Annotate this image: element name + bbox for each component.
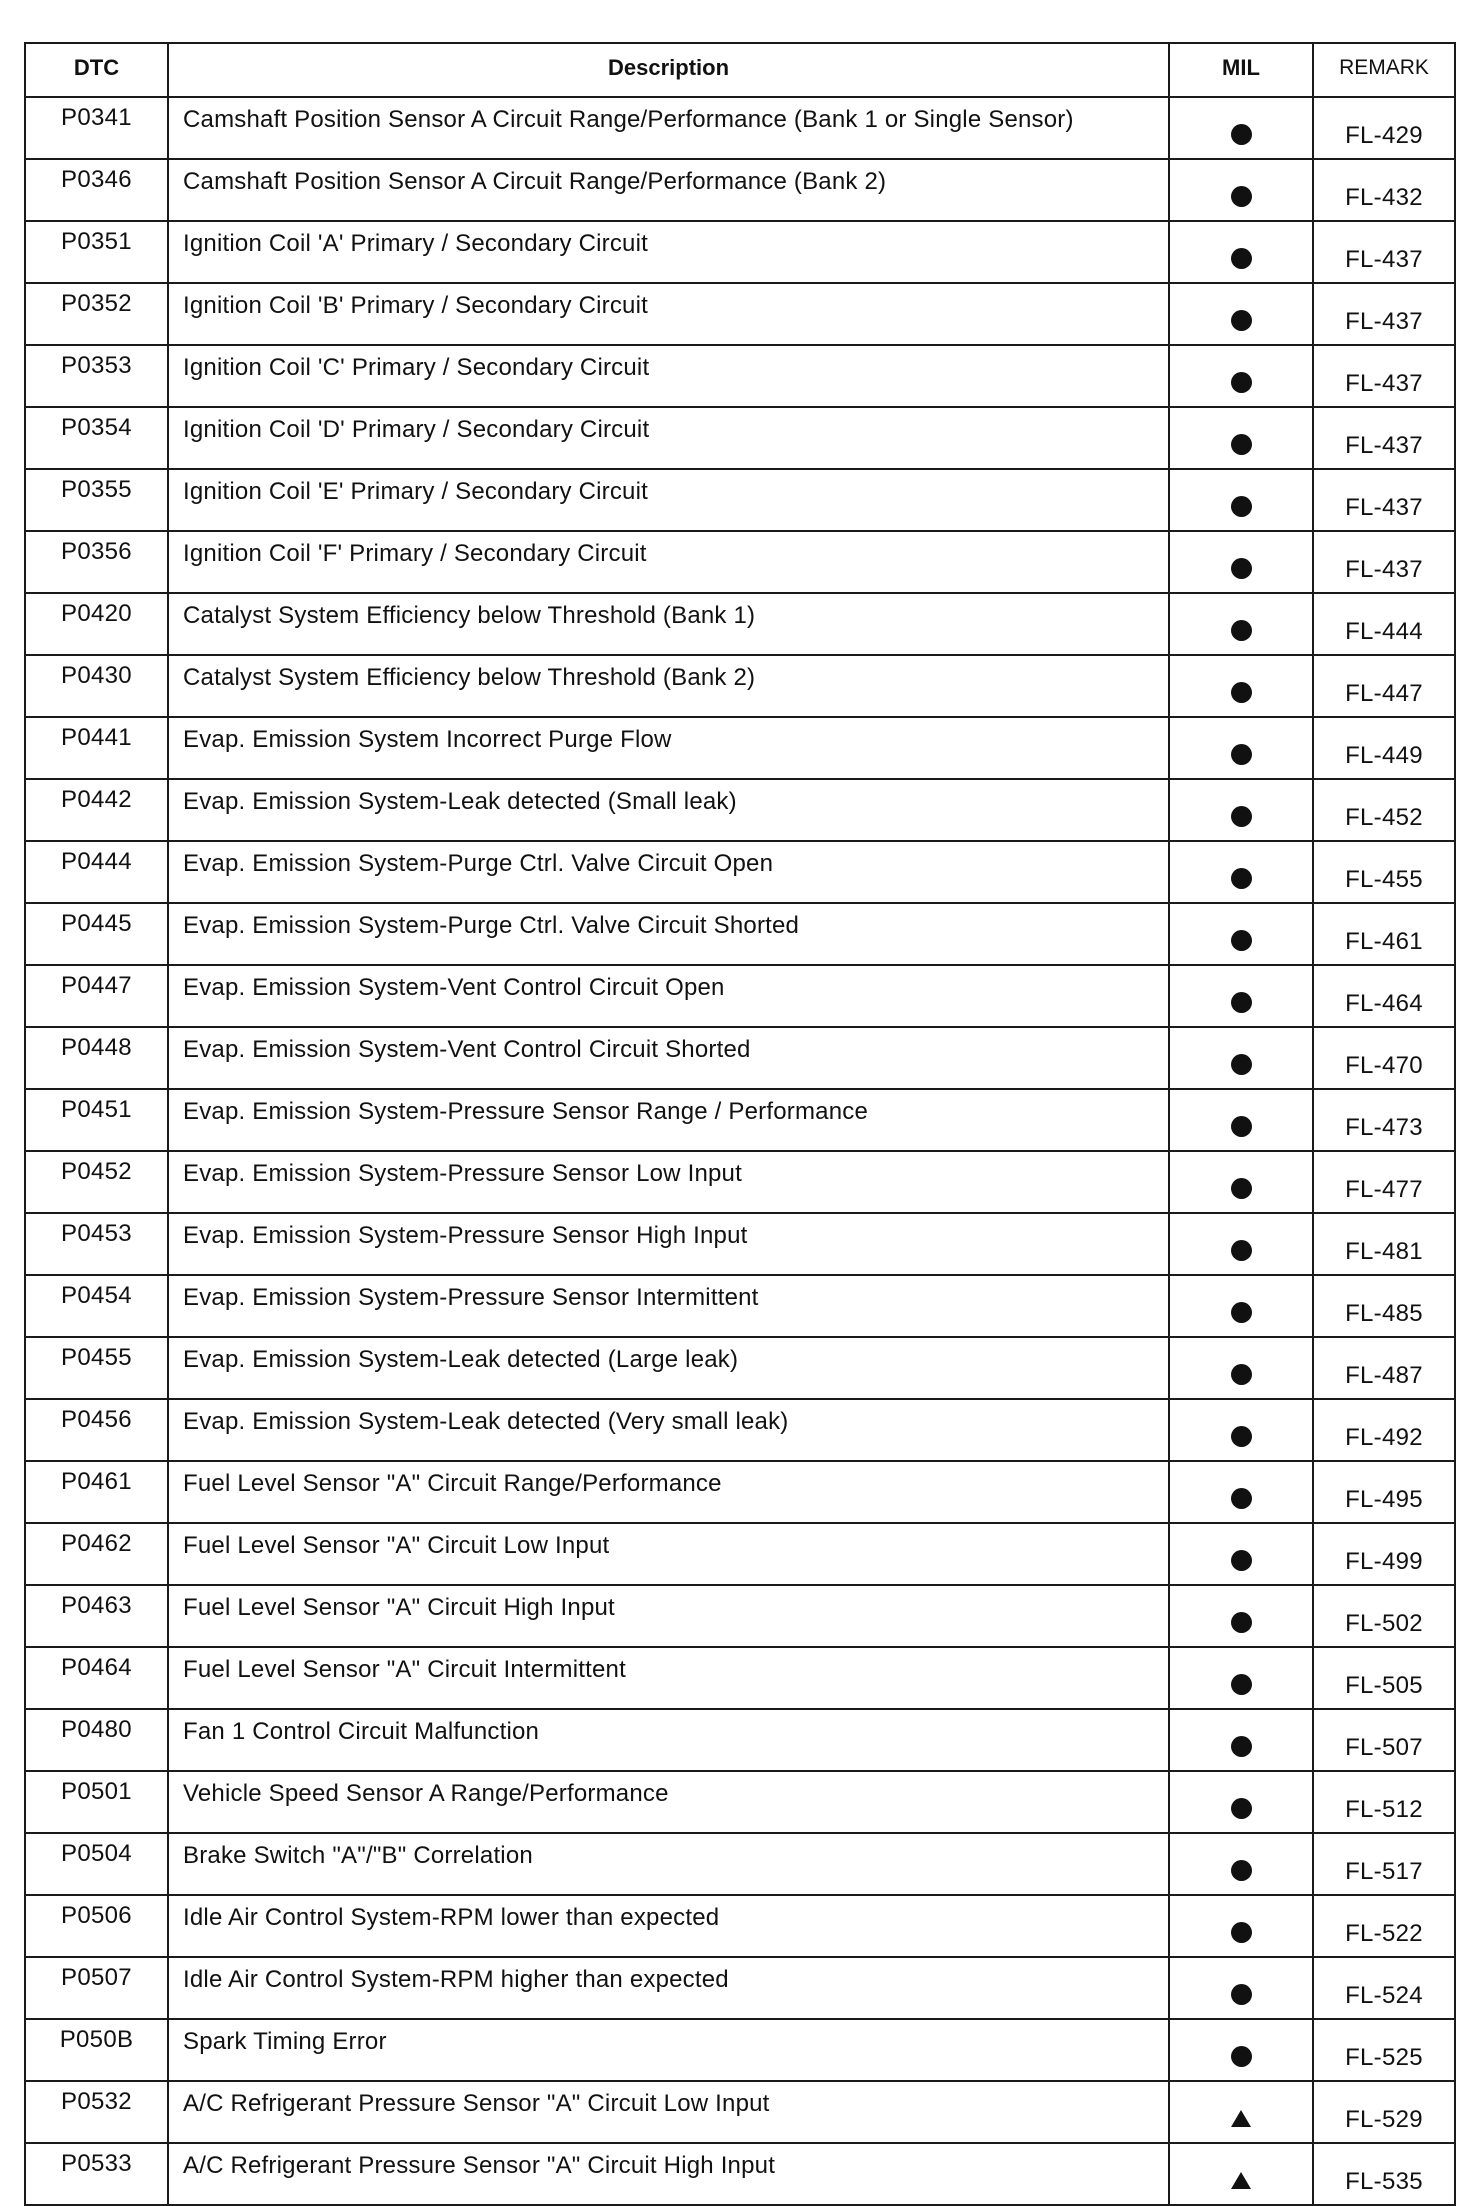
header-description: Description — [168, 43, 1169, 97]
filled-circle-icon — [1231, 1426, 1252, 1447]
remark-reference: FL-517 — [1313, 1833, 1455, 1895]
dtc-description: Brake Switch "A"/"B" Correlation — [168, 1833, 1169, 1895]
dtc-code: P0532 — [25, 2081, 168, 2143]
mil-cell — [1169, 655, 1313, 717]
dtc-code: P0447 — [25, 965, 168, 1027]
filled-circle-icon — [1231, 248, 1252, 269]
dtc-description: Idle Air Control System-RPM lower than expected — [168, 1895, 1169, 1957]
filled-circle-icon — [1231, 1922, 1252, 1943]
dtc-code: P0352 — [25, 283, 168, 345]
mil-cell — [1169, 1647, 1313, 1709]
filled-circle-icon — [1231, 868, 1252, 889]
dtc-description: Fuel Level Sensor "A" Circuit Range/Performance — [168, 1461, 1169, 1523]
remark-reference: FL-529 — [1313, 2081, 1455, 2143]
remark-reference: FL-522 — [1313, 1895, 1455, 1957]
dtc-description: Ignition Coil 'D' Primary / Secondary Circuit — [168, 407, 1169, 469]
filled-circle-icon — [1231, 992, 1252, 1013]
dtc-description: Evap. Emission System-Purge Ctrl. Valve Circuit Open — [168, 841, 1169, 903]
mil-cell — [1169, 1523, 1313, 1585]
table-row — [25, 965, 1455, 1027]
filled-circle-icon — [1231, 1612, 1252, 1633]
dtc-code: P0455 — [25, 1337, 168, 1399]
dtc-description: Evap. Emission System-Pressure Sensor Range / Performance — [168, 1089, 1169, 1151]
remark-reference: FL-444 — [1313, 593, 1455, 655]
dtc-description: Ignition Coil 'E' Primary / Secondary Circuit — [168, 469, 1169, 531]
dtc-code: P0507 — [25, 1957, 168, 2019]
filled-circle-icon — [1231, 310, 1252, 331]
remark-reference: FL-485 — [1313, 1275, 1455, 1337]
mil-cell — [1169, 283, 1313, 345]
dtc-code: P0452 — [25, 1151, 168, 1213]
table-row — [25, 1523, 1455, 1585]
remark-reference: FL-437 — [1313, 407, 1455, 469]
dtc-description: Evap. Emission System-Leak detected (Very small leak) — [168, 1399, 1169, 1461]
dtc-code: P0463 — [25, 1585, 168, 1647]
mil-cell — [1169, 2019, 1313, 2081]
mil-cell — [1169, 1337, 1313, 1399]
dtc-table — [24, 42, 1456, 2206]
dtc-code: P0504 — [25, 1833, 168, 1895]
remark-reference: FL-487 — [1313, 1337, 1455, 1399]
table-row — [25, 841, 1455, 903]
table-row — [25, 1895, 1455, 1957]
dtc-description: Evap. Emission System-Pressure Sensor Low Input — [168, 1151, 1169, 1213]
dtc-code: P0430 — [25, 655, 168, 717]
remark-reference: FL-481 — [1313, 1213, 1455, 1275]
table-row — [25, 1833, 1455, 1895]
table-row — [25, 97, 1455, 159]
table-body — [25, 97, 1455, 2205]
dtc-description: A/C Refrigerant Pressure Sensor "A" Circuit Low Input — [168, 2081, 1169, 2143]
dtc-code: P0356 — [25, 531, 168, 593]
filled-circle-icon — [1231, 1178, 1252, 1199]
mil-cell — [1169, 1461, 1313, 1523]
mil-cell — [1169, 1709, 1313, 1771]
dtc-code: P0354 — [25, 407, 168, 469]
dtc-code: P0464 — [25, 1647, 168, 1709]
filled-circle-icon — [1231, 124, 1252, 145]
dtc-code: P0448 — [25, 1027, 168, 1089]
table-row — [25, 2081, 1455, 2143]
table-row — [25, 1027, 1455, 1089]
triangle-icon — [1231, 2110, 1251, 2127]
dtc-code: P0506 — [25, 1895, 168, 1957]
dtc-description: Idle Air Control System-RPM higher than expected — [168, 1957, 1169, 2019]
remark-reference: FL-470 — [1313, 1027, 1455, 1089]
remark-reference: FL-461 — [1313, 903, 1455, 965]
mil-cell — [1169, 159, 1313, 221]
mil-cell — [1169, 221, 1313, 283]
filled-circle-icon — [1231, 930, 1252, 951]
dtc-code: P0461 — [25, 1461, 168, 1523]
table-row — [25, 1151, 1455, 1213]
mil-cell — [1169, 841, 1313, 903]
filled-circle-icon — [1231, 1364, 1252, 1385]
mil-cell — [1169, 1957, 1313, 2019]
table-row — [25, 655, 1455, 717]
dtc-code: P0456 — [25, 1399, 168, 1461]
mil-cell — [1169, 1833, 1313, 1895]
dtc-description: Catalyst System Efficiency below Threshold (Bank 1) — [168, 593, 1169, 655]
filled-circle-icon — [1231, 1674, 1252, 1695]
dtc-description: Evap. Emission System-Purge Ctrl. Valve Circuit Shorted — [168, 903, 1169, 965]
mil-cell — [1169, 97, 1313, 159]
remark-reference: FL-473 — [1313, 1089, 1455, 1151]
dtc-description: Evap. Emission System-Vent Control Circuit Shorted — [168, 1027, 1169, 1089]
table-row — [25, 903, 1455, 965]
header-remark: REMARK — [1313, 43, 1455, 97]
dtc-description: Evap. Emission System Incorrect Purge Flow — [168, 717, 1169, 779]
mil-cell — [1169, 2081, 1313, 2143]
remark-reference: FL-477 — [1313, 1151, 1455, 1213]
mil-cell — [1169, 1399, 1313, 1461]
dtc-description: Ignition Coil 'C' Primary / Secondary Circuit — [168, 345, 1169, 407]
table-row — [25, 1957, 1455, 2019]
mil-cell — [1169, 345, 1313, 407]
dtc-description: Fuel Level Sensor "A" Circuit Low Input — [168, 1523, 1169, 1585]
remark-reference: FL-429 — [1313, 97, 1455, 159]
table-row — [25, 779, 1455, 841]
filled-circle-icon — [1231, 1736, 1252, 1757]
filled-circle-icon — [1231, 1054, 1252, 1075]
filled-circle-icon — [1231, 372, 1252, 393]
mil-cell — [1169, 1089, 1313, 1151]
table-row — [25, 1337, 1455, 1399]
remark-reference: FL-447 — [1313, 655, 1455, 717]
dtc-code: P0353 — [25, 345, 168, 407]
table-row — [25, 159, 1455, 221]
filled-circle-icon — [1231, 1860, 1252, 1881]
table-row — [25, 1647, 1455, 1709]
remark-reference: FL-437 — [1313, 221, 1455, 283]
dtc-description: Ignition Coil 'A' Primary / Secondary Circuit — [168, 221, 1169, 283]
dtc-code: P0351 — [25, 221, 168, 283]
dtc-description: Evap. Emission System-Vent Control Circuit Open — [168, 965, 1169, 1027]
table-row — [25, 1399, 1455, 1461]
dtc-description: Catalyst System Efficiency below Threshold (Bank 2) — [168, 655, 1169, 717]
dtc-description: Evap. Emission System-Pressure Sensor Intermittent — [168, 1275, 1169, 1337]
table-row — [25, 2143, 1455, 2205]
dtc-code: P0341 — [25, 97, 168, 159]
remark-reference: FL-492 — [1313, 1399, 1455, 1461]
remark-reference: FL-524 — [1313, 1957, 1455, 2019]
table-row — [25, 1585, 1455, 1647]
dtc-description: Fan 1 Control Circuit Malfunction — [168, 1709, 1169, 1771]
dtc-code: P0453 — [25, 1213, 168, 1275]
filled-circle-icon — [1231, 558, 1252, 579]
filled-circle-icon — [1231, 1302, 1252, 1323]
dtc-code: P0445 — [25, 903, 168, 965]
header-dtc: DTC — [25, 43, 168, 97]
filled-circle-icon — [1231, 186, 1252, 207]
mil-cell — [1169, 1771, 1313, 1833]
dtc-description: Camshaft Position Sensor A Circuit Range/Performance (Bank 2) — [168, 159, 1169, 221]
header-row — [25, 43, 1455, 97]
mil-cell — [1169, 1151, 1313, 1213]
table-row — [25, 1089, 1455, 1151]
header-mil: MIL — [1169, 43, 1313, 97]
dtc-description: Vehicle Speed Sensor A Range/Performance — [168, 1771, 1169, 1833]
dtc-description: Fuel Level Sensor "A" Circuit High Input — [168, 1585, 1169, 1647]
table-row — [25, 407, 1455, 469]
filled-circle-icon — [1231, 744, 1252, 765]
dtc-description: Evap. Emission System-Leak detected (Small leak) — [168, 779, 1169, 841]
filled-circle-icon — [1231, 620, 1252, 641]
dtc-code: P0420 — [25, 593, 168, 655]
table-row — [25, 1213, 1455, 1275]
mil-cell — [1169, 965, 1313, 1027]
mil-cell — [1169, 1213, 1313, 1275]
remark-reference: FL-449 — [1313, 717, 1455, 779]
table-row — [25, 221, 1455, 283]
remark-reference: FL-512 — [1313, 1771, 1455, 1833]
filled-circle-icon — [1231, 2046, 1252, 2067]
triangle-icon — [1231, 2172, 1251, 2189]
dtc-description: Spark Timing Error — [168, 2019, 1169, 2081]
table-row — [25, 2019, 1455, 2081]
remark-reference: FL-432 — [1313, 159, 1455, 221]
mil-cell — [1169, 1275, 1313, 1337]
dtc-code: P0480 — [25, 1709, 168, 1771]
table-row — [25, 345, 1455, 407]
dtc-code: P0533 — [25, 2143, 168, 2205]
remark-reference: FL-452 — [1313, 779, 1455, 841]
remark-reference: FL-437 — [1313, 531, 1455, 593]
dtc-description: Evap. Emission System-Pressure Sensor High Input — [168, 1213, 1169, 1275]
mil-cell — [1169, 1585, 1313, 1647]
filled-circle-icon — [1231, 1550, 1252, 1571]
dtc-code: P0441 — [25, 717, 168, 779]
remark-reference: FL-507 — [1313, 1709, 1455, 1771]
mil-cell — [1169, 593, 1313, 655]
filled-circle-icon — [1231, 434, 1252, 455]
table-row — [25, 717, 1455, 779]
filled-circle-icon — [1231, 806, 1252, 827]
dtc-code: P0444 — [25, 841, 168, 903]
dtc-description: Fuel Level Sensor "A" Circuit Intermittent — [168, 1647, 1169, 1709]
mil-cell — [1169, 903, 1313, 965]
dtc-description: Evap. Emission System-Leak detected (Large leak) — [168, 1337, 1169, 1399]
dtc-code: P0454 — [25, 1275, 168, 1337]
remark-reference: FL-535 — [1313, 2143, 1455, 2205]
table-row — [25, 531, 1455, 593]
dtc-description: Camshaft Position Sensor A Circuit Range/Performance (Bank 1 or Single Sensor) — [168, 97, 1169, 159]
filled-circle-icon — [1231, 496, 1252, 517]
table-header — [25, 43, 1455, 97]
remark-reference: FL-437 — [1313, 283, 1455, 345]
dtc-description: A/C Refrigerant Pressure Sensor "A" Circuit High Input — [168, 2143, 1169, 2205]
table-row — [25, 1709, 1455, 1771]
dtc-code: P0451 — [25, 1089, 168, 1151]
filled-circle-icon — [1231, 1488, 1252, 1509]
filled-circle-icon — [1231, 682, 1252, 703]
table-row — [25, 469, 1455, 531]
table-row — [25, 1461, 1455, 1523]
remark-reference: FL-464 — [1313, 965, 1455, 1027]
filled-circle-icon — [1231, 1240, 1252, 1261]
filled-circle-icon — [1231, 1798, 1252, 1819]
dtc-code: P0346 — [25, 159, 168, 221]
filled-circle-icon — [1231, 1984, 1252, 2005]
mil-cell — [1169, 717, 1313, 779]
remark-reference: FL-437 — [1313, 345, 1455, 407]
mil-cell — [1169, 469, 1313, 531]
dtc-code: P0462 — [25, 1523, 168, 1585]
dtc-code: P050B — [25, 2019, 168, 2081]
remark-reference: FL-499 — [1313, 1523, 1455, 1585]
remark-reference: FL-525 — [1313, 2019, 1455, 2081]
table-row — [25, 1275, 1455, 1337]
remark-reference: FL-495 — [1313, 1461, 1455, 1523]
mil-cell — [1169, 1895, 1313, 1957]
dtc-code: P0442 — [25, 779, 168, 841]
remark-reference: FL-505 — [1313, 1647, 1455, 1709]
mil-cell — [1169, 531, 1313, 593]
table-row — [25, 1771, 1455, 1833]
mil-cell — [1169, 407, 1313, 469]
dtc-code: P0355 — [25, 469, 168, 531]
remark-reference: FL-455 — [1313, 841, 1455, 903]
table-row — [25, 283, 1455, 345]
dtc-description: Ignition Coil 'B' Primary / Secondary Circuit — [168, 283, 1169, 345]
table-row — [25, 593, 1455, 655]
dtc-code: P0501 — [25, 1771, 168, 1833]
mil-cell — [1169, 779, 1313, 841]
remark-reference: FL-437 — [1313, 469, 1455, 531]
dtc-description: Ignition Coil 'F' Primary / Secondary Circuit — [168, 531, 1169, 593]
remark-reference: FL-502 — [1313, 1585, 1455, 1647]
filled-circle-icon — [1231, 1116, 1252, 1137]
mil-cell — [1169, 1027, 1313, 1089]
mil-cell — [1169, 2143, 1313, 2205]
